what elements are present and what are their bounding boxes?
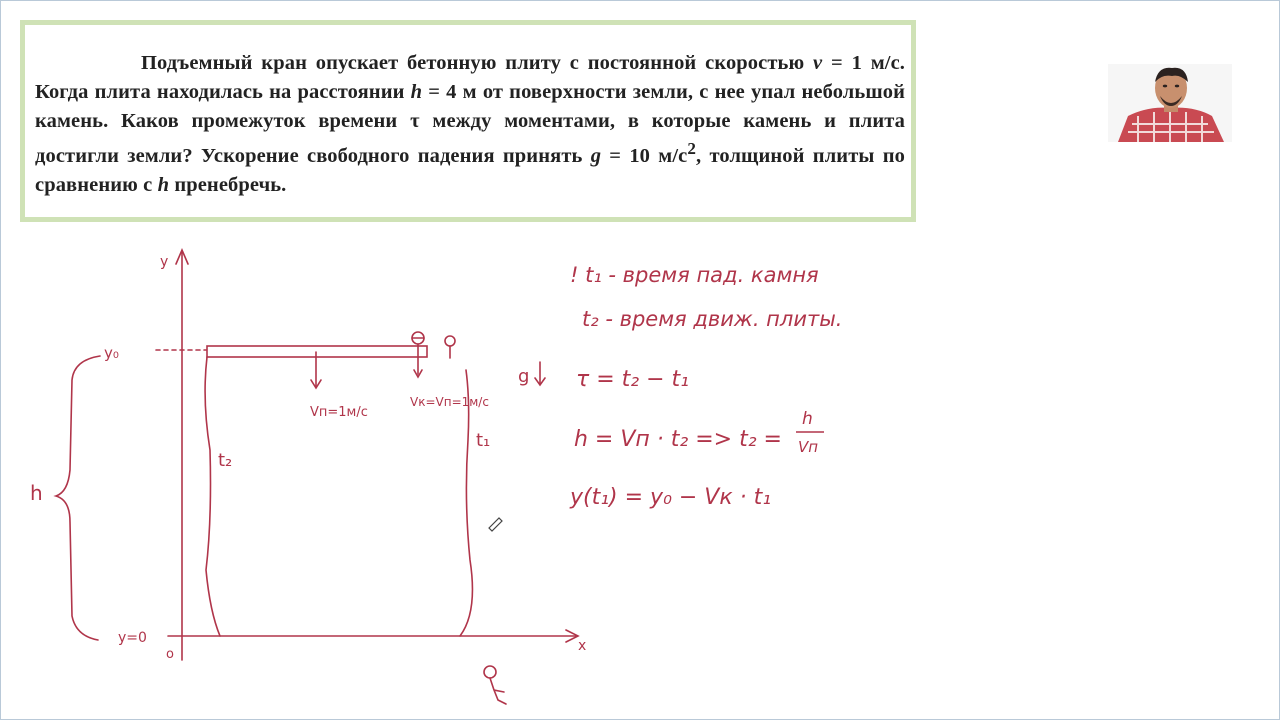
note-line-5: y(t₁) = y₀ − Vк · t₁: [570, 485, 772, 510]
t1-label: t₁: [476, 430, 491, 451]
var-v: v: [813, 52, 823, 74]
t2-brace: [205, 357, 220, 636]
note-line-3: τ = t₂ − t₁: [576, 367, 689, 392]
fraction-denominator: Vп: [798, 438, 819, 456]
problem-part: = 10 м/с: [601, 145, 688, 168]
var-h: h: [157, 174, 170, 197]
problem-part: Подъемный кран опускает бетонную плиту с постоянной скоростью: [141, 52, 814, 74]
superscript: 2: [687, 139, 696, 159]
plate-velocity-label: Vп=1м/с: [310, 405, 368, 420]
note-line-4: h = Vп · t₂ => t₂ =: [574, 427, 782, 452]
stone-velocity-label: Vк=Vп=1м/с: [410, 395, 489, 409]
problem-part: = 4 м от поверхности земли, с нее упал небольшой камень. Каков промежуток времени τ между моментами, в которые камень и плита достигли земли? Ускорение свободного падения принять: [35, 80, 905, 168]
t2-label: t₂: [218, 450, 233, 471]
g-label: g: [518, 366, 530, 387]
note-line-2: t₂ - время движ. плиты.: [582, 307, 843, 331]
h-brace: [56, 356, 100, 640]
origin-label: o: [166, 647, 174, 662]
y0-label: y₀: [104, 344, 119, 362]
var-h: h: [410, 80, 423, 103]
axis-x-label: x: [578, 638, 587, 654]
note-line-1: ! t₁ - время пад. камня: [570, 263, 819, 287]
t1-brace: [460, 370, 472, 636]
problem-part: пренебречь.: [169, 174, 287, 197]
h-label: h: [30, 481, 43, 505]
axis-y-label: y: [160, 254, 169, 270]
fraction-numerator: h: [802, 409, 813, 429]
problem-part: = 1 м/с. Когда плита находилась на расстоянии: [35, 52, 906, 103]
plate: [207, 346, 427, 357]
var-g: g: [590, 145, 602, 168]
y-zero-label: y=0: [118, 630, 147, 646]
problem-part: , толщиной плиты по сравнению с: [35, 145, 905, 197]
